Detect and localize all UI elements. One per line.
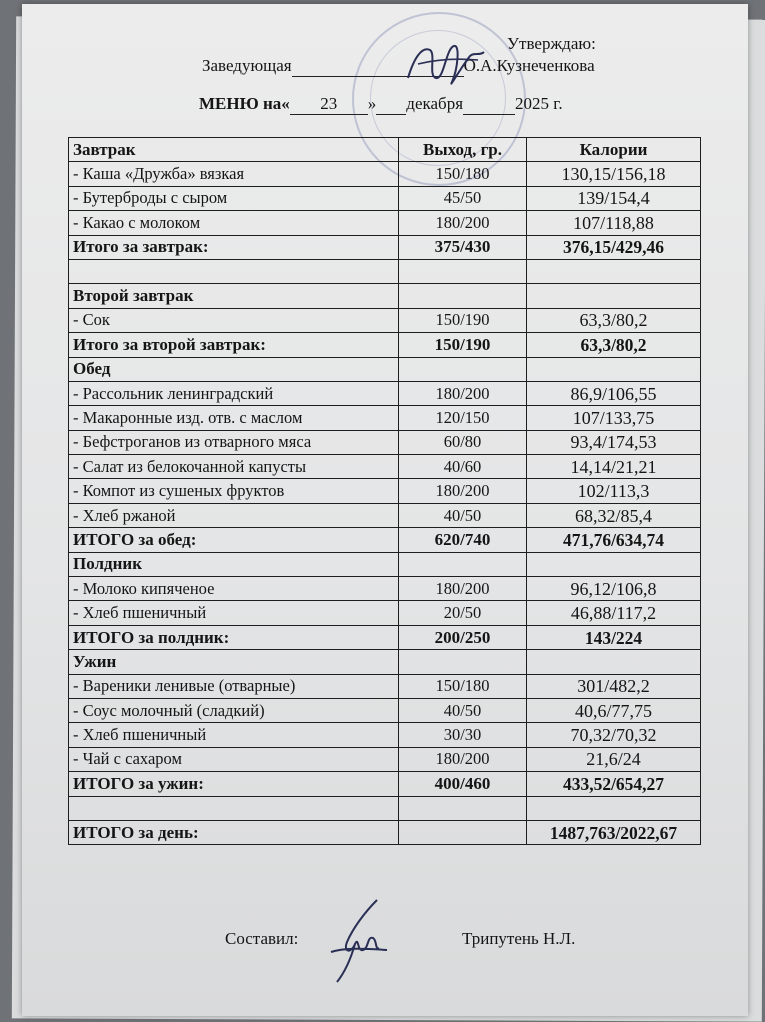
table-row: [69, 577, 701, 601]
cell-yield: 180/200: [399, 211, 527, 235]
cell-yield: 180/200: [399, 577, 527, 601]
cell-yield: [399, 796, 527, 820]
table-row: [69, 698, 701, 722]
header-calories: Калории: [527, 138, 701, 162]
cell-dish: - Чай с сахаром: [69, 747, 399, 771]
cell-calories: [527, 650, 701, 674]
cell-dish: Второй завтрак: [69, 284, 399, 308]
cell-yield: [399, 650, 527, 674]
cell-dish: ИТОГО за день:: [69, 820, 399, 844]
cell-calories: 107/133,75: [527, 406, 701, 430]
table-row: [69, 284, 701, 308]
cell-calories: 93,4/174,53: [527, 430, 701, 454]
header-yield: Выход, гр.: [399, 138, 527, 162]
table-row: [69, 381, 701, 405]
cell-yield: 40/50: [399, 503, 527, 527]
cell-yield: 200/250: [399, 625, 527, 649]
cell-dish: - Какао с молоком: [69, 211, 399, 235]
menu-table-body: [69, 162, 701, 845]
cell-yield: [399, 284, 527, 308]
cell-dish: - Бефстроганов из отварного мяса: [69, 430, 399, 454]
table-row: [69, 235, 701, 259]
cell-dish: Обед: [69, 357, 399, 381]
cell-calories: [527, 259, 701, 283]
cell-yield: [399, 259, 527, 283]
cell-dish: [69, 796, 399, 820]
cell-yield: 45/50: [399, 186, 527, 210]
table-row: [69, 259, 701, 283]
cell-yield: 375/430: [399, 235, 527, 259]
cell-dish: Итого за второй завтрак:: [69, 333, 399, 357]
table-row: [69, 186, 701, 210]
cell-calories: 433,52/654,27: [527, 772, 701, 796]
cell-calories: 1487,763/2022,67: [527, 820, 701, 844]
menu-table: [68, 137, 701, 845]
cell-yield: 180/200: [399, 479, 527, 503]
table-row: [69, 723, 701, 747]
cell-dish: Итого за завтрак:: [69, 235, 399, 259]
cell-calories: 130,15/156,18: [527, 162, 701, 186]
menu-sheet: [22, 4, 748, 1016]
cell-dish: [69, 259, 399, 283]
menu-date-row: [199, 94, 563, 115]
cell-calories: 14,14/21,21: [527, 455, 701, 479]
cell-calories: 70,32/70,32: [527, 723, 701, 747]
cell-calories: [527, 357, 701, 381]
cell-yield: 180/200: [399, 747, 527, 771]
cell-calories: 63,3/80,2: [527, 333, 701, 357]
table-row: [69, 308, 701, 332]
cell-dish: Полдник: [69, 552, 399, 576]
cell-dish: ИТОГО за ужин:: [69, 772, 399, 796]
cell-dish: - Компот из сушеных фруктов: [69, 479, 399, 503]
menu-year: 2025 г.: [515, 94, 563, 113]
table-row: [69, 650, 701, 674]
head-signature: [400, 38, 490, 93]
head-label: Заведующая: [202, 56, 292, 75]
compiler-signature: [317, 892, 412, 987]
head-signature-row: [202, 56, 595, 77]
cell-dish: - Хлеб пшеничный: [69, 723, 399, 747]
table-row: [69, 747, 701, 771]
cell-yield: 150/180: [399, 674, 527, 698]
table-row: [69, 820, 701, 844]
cell-dish: - Хлеб ржаной: [69, 503, 399, 527]
cell-calories: 40,6/77,75: [527, 698, 701, 722]
cell-dish: - Молоко кипяченое: [69, 577, 399, 601]
table-row: [69, 796, 701, 820]
table-row: [69, 503, 701, 527]
cell-dish: - Макаронные изд. отв. с маслом: [69, 406, 399, 430]
table-row: [69, 162, 701, 186]
cell-dish: ИТОГО за обед:: [69, 528, 399, 552]
table-row: [69, 333, 701, 357]
cell-calories: 107/118,88: [527, 211, 701, 235]
cell-yield: [399, 552, 527, 576]
cell-yield: 150/190: [399, 308, 527, 332]
compiler-name: Трипутень Н.Л.: [462, 929, 576, 948]
cell-calories: 139/154,4: [527, 186, 701, 210]
cell-yield: [399, 820, 527, 844]
cell-dish: ИТОГО за полдник:: [69, 625, 399, 649]
table-row: [69, 357, 701, 381]
cell-calories: 102/113,3: [527, 479, 701, 503]
cell-calories: 46,88/117,2: [527, 601, 701, 625]
cell-calories: 143/224: [527, 625, 701, 649]
blank-line: [376, 94, 406, 115]
cell-yield: 150/190: [399, 333, 527, 357]
cell-dish: - Бутерброды с сыром: [69, 186, 399, 210]
cell-calories: 68,32/85,4: [527, 503, 701, 527]
table-row: [69, 772, 701, 796]
cell-dish: - Салат из белокочанной капусты: [69, 455, 399, 479]
cell-calories: 471,76/634,74: [527, 528, 701, 552]
table-row: [69, 406, 701, 430]
header-meal: Завтрак: [69, 138, 399, 162]
cell-dish: - Хлеб пшеничный: [69, 601, 399, 625]
cell-dish: - Соус молочный (сладкий): [69, 698, 399, 722]
cell-yield: 150/180: [399, 162, 527, 186]
cell-yield: [399, 357, 527, 381]
cell-yield: 30/30: [399, 723, 527, 747]
cell-yield: 20/50: [399, 601, 527, 625]
quote-close: »: [367, 94, 377, 113]
cell-dish: - Рассольник ленинградский: [69, 381, 399, 405]
table-header-row: [69, 138, 701, 162]
cell-dish: - Сок: [69, 308, 399, 332]
table-row: [69, 528, 701, 552]
cell-calories: 376,15/429,46: [527, 235, 701, 259]
cell-dish: - Каша «Дружба» вязкая: [69, 162, 399, 186]
blank-line: [463, 94, 515, 115]
cell-calories: [527, 796, 701, 820]
menu-day: 23: [290, 94, 368, 115]
table-row: [69, 479, 701, 503]
cell-yield: 180/200: [399, 381, 527, 405]
cell-dish: Ужин: [69, 650, 399, 674]
table-row: [69, 211, 701, 235]
table-row: [69, 552, 701, 576]
cell-calories: 21,6/24: [527, 747, 701, 771]
cell-calories: [527, 284, 701, 308]
compiled-label: Составил:: [225, 929, 299, 948]
cell-yield: 40/60: [399, 455, 527, 479]
cell-calories: [527, 552, 701, 576]
menu-prefix: МЕНЮ на«: [199, 94, 290, 113]
table-row: [69, 674, 701, 698]
table-row: [69, 455, 701, 479]
cell-yield: 620/740: [399, 528, 527, 552]
head-name: О.А.Кузнеченкова: [463, 56, 595, 75]
cell-yield: 120/150: [399, 406, 527, 430]
table-row: [69, 430, 701, 454]
cell-calories: 96,12/106,8: [527, 577, 701, 601]
cell-calories: 63,3/80,2: [527, 308, 701, 332]
table-row: [69, 601, 701, 625]
menu-month: декабря: [406, 94, 464, 113]
cell-dish: - Вареники ленивые (отварные): [69, 674, 399, 698]
cell-calories: 301/482,2: [527, 674, 701, 698]
cell-yield: 40/50: [399, 698, 527, 722]
cell-yield: 60/80: [399, 430, 527, 454]
cell-calories: 86,9/106,55: [527, 381, 701, 405]
table-row: [69, 625, 701, 649]
approve-label: Утверждаю:: [507, 34, 596, 53]
cell-yield: 400/460: [399, 772, 527, 796]
